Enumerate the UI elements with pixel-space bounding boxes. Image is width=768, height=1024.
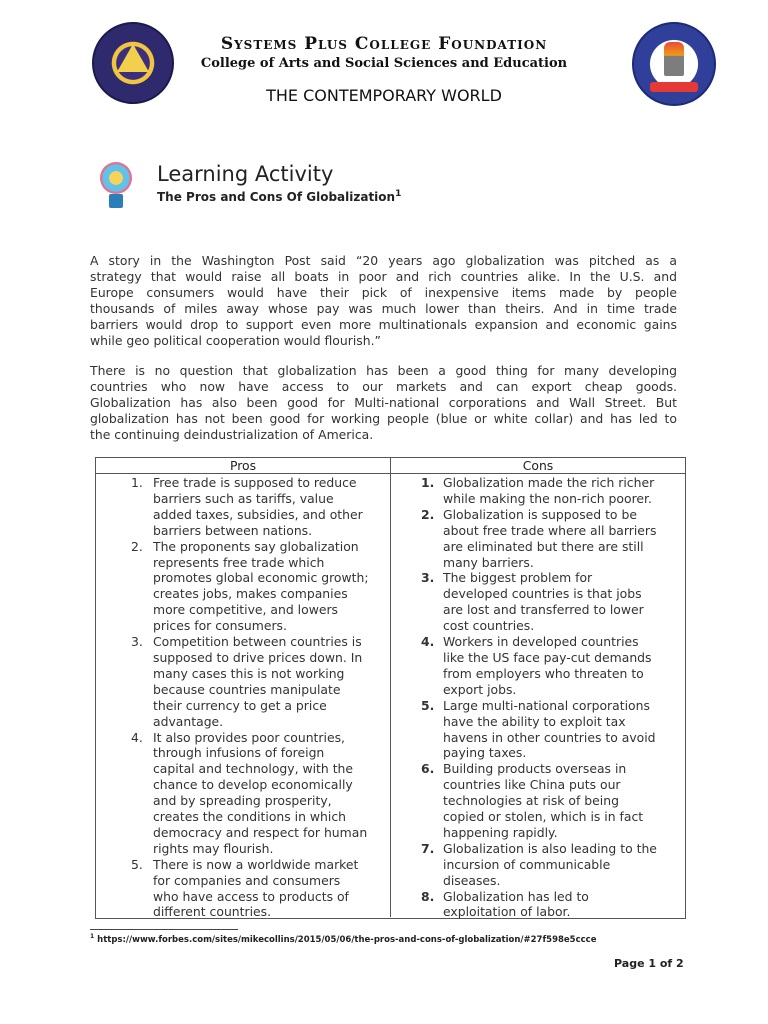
pros-item-line: creates the conditions in which [153,809,347,825]
cons-item-line: many barriers. [443,554,534,570]
cons-item-line: countries like China puts our [443,777,621,793]
cons-item-line: Large multi-national corporations [443,697,650,713]
pros-item-line: because countries manipulate [153,681,341,697]
cons-item-line: are lost and transferred to lower [443,602,644,618]
activity-title: Learning Activity [157,162,334,186]
pros-header: Pros [229,458,257,473]
cons-item-line: Globalization is also leading to the [443,840,657,856]
cons-item [421,761,676,841]
paragraph-line: thousands of miles away whose pay was much lower than theirs. And in time trade [90,301,677,316]
cons-item-line: about free trade where all barriers [443,522,657,538]
paragraph-line: while geo political cooperation would flourish.” [90,333,381,348]
pros-cons-table [95,457,686,919]
pros-item-number: 1. [131,475,143,490]
paragraph-line: Europe consumers would have their pick of inexpensive items made by people [90,285,677,300]
cons-item-number: 6. [421,761,435,777]
cons-item [421,507,676,571]
college-name: College of Arts and Social Sciences and Education [200,56,568,71]
footnote: $^1$ https://www.forbes.com/sites/mikecollins/2015/05/06/the-pros-and-cons-of-globalization/#27f598e5ccce [90,933,597,945]
pros-item-line: creates jobs, makes companies [153,586,348,602]
cons-item-number: 1. [421,475,435,490]
cons-item-line: from employers who threaten to [443,665,644,681]
pros-item-line: The proponents say globalization [153,538,359,554]
pros-item-line: supposed to drive prices down. In [153,649,363,665]
pros-item-line: capital and technology, with the [153,761,354,777]
pros-item [131,634,376,729]
pros-item-line: different countries. [153,904,272,920]
cons-item-line: havens in other countries to avoid [443,729,656,745]
cons-item-line: export jobs. [443,681,517,697]
pros-item-line: promotes global economic growth; [153,570,369,586]
pros-item-line: barriers such as tariffs, value [153,490,334,506]
course-title: THE CONTEMPORARY WORLD [266,86,502,105]
paragraph-1 [90,253,677,349]
cons-item-line: copied or stolen, which is in fact [443,809,644,825]
cons-item-line: exploitation of labor. [443,904,571,920]
cons-item-line: incursion of communicable [443,856,611,872]
pros-item-line: democracy and respect for human [153,824,368,840]
cons-item-line: Workers in developed countries [443,634,639,650]
pros-item-number: 4. [131,729,143,745]
pros-item-line: for companies and consumers [153,872,341,888]
cons-header: Cons [522,458,554,473]
paragraph-line: globalization has not been good for working people (blue or white collar) and has led to [90,411,677,426]
cons-item-line: happening rapidly. [443,824,558,840]
cons-item-line: like the US face pay-cut demands [443,649,652,665]
pros-item-line: more competitive, and lowers [153,602,339,618]
cons-item-line: cost countries. [443,618,535,634]
cons-item-line: Globalization made the rich richer [443,475,655,490]
cons-item-line: Building products overseas in [443,761,627,777]
cons-item-line: developed countries is that jobs [443,586,642,602]
paragraph-line: There is no question that globalization has been a good thing for many developing [90,363,677,378]
pros-item-line: There is now a worldwide market [153,856,359,872]
institution-name: Systems Plus College Foundation [220,34,548,54]
footnote-link[interactable]: https://www.forbes.com/sites/mikecollins/2015/05/06/the-pros-and-cons-of-globalization/#27f598e5ccce [97,934,597,945]
pros-list [131,475,376,920]
pros-item-line: represents free trade which [153,554,325,570]
paragraph-line: the continuing deindustrialization of America. [90,427,374,442]
pros-item [131,857,376,921]
paragraph-line: barriers would drop to support even more multinationals expansion and economic gains [90,317,677,332]
pros-item-line: who have access to products of [153,888,349,904]
cons-item-line: while making the non-rich poorer. [443,490,652,506]
pros-item-line: their currency to get a price [153,697,327,713]
cons-item-line: are eliminated but there are still [443,538,644,554]
cons-list [421,475,676,920]
cons-item [421,841,676,889]
pros-item-number: 3. [131,634,143,650]
pros-item-line: It also provides poor countries, [153,729,345,745]
pros-item-line: Free trade is supposed to reduce [153,475,357,490]
cons-item-number: 4. [421,634,435,650]
pros-item-line: added taxes, subsidies, and other [153,506,363,522]
page-number: Page 1 of 2 [614,957,684,970]
footnote-rule [90,929,238,930]
cons-item [421,570,676,634]
footnote-marker: 1 [395,189,402,199]
paragraph-2 [90,363,677,443]
cons-item-number: 3. [421,570,435,586]
pros-item-line: advantage. [153,713,224,729]
paragraph-line: strategy that would raise all boats in poor and rich countries alike. In the U.S. and [90,269,677,284]
cons-item [421,475,676,507]
pros-item-line: rights may flourish. [153,840,274,856]
cons-item-number: 5. [421,697,435,713]
lightbulb-icon [94,160,138,212]
activity-subtitle: The Pros and Cons Of Globalization$^1$ [157,189,402,204]
cons-item-number: 7. [421,840,435,856]
cons-item-line: diseases. [443,872,501,888]
pros-item-line: and by spreading prosperity, [153,793,332,809]
cons-item-number: 8. [421,888,435,904]
pros-item-line: chance to develop economically [153,777,353,793]
pros-item [131,475,376,539]
cons-item-line: have the ability to exploit tax [443,713,626,729]
pros-item-line: barriers between nations. [153,522,313,538]
cons-item-line: paying taxes. [443,745,527,761]
cons-item-line: Globalization is supposed to be [443,506,637,522]
cons-item-line: The biggest problem for [443,570,593,586]
cons-item [421,889,676,921]
pros-item-line: through infusions of foreign [153,745,325,761]
paragraph-line: A story in the Washington Post said “20 years ago globalization was pitched as a [90,253,677,268]
pros-item [131,730,376,857]
pros-item-number: 5. [131,856,143,872]
pros-item-line: prices for consumers. [153,618,287,634]
pros-item [131,539,376,634]
cons-item-line: Globalization has led to [443,888,589,904]
pros-item-number: 2. [131,538,143,554]
cons-item-number: 2. [421,506,435,522]
cons-item [421,698,676,762]
paragraph-line: Globalization has also been good for Multi-national corporations and Wall Street. But [90,395,677,410]
pros-item-line: many cases this is not working [153,665,345,681]
paragraph-line: countries who now have access to our markets and can export cheap goods. [90,379,677,394]
pros-item-line: Competition between countries is [153,634,362,650]
cons-item [421,634,676,698]
cons-item-line: technologies at risk of being [443,793,619,809]
